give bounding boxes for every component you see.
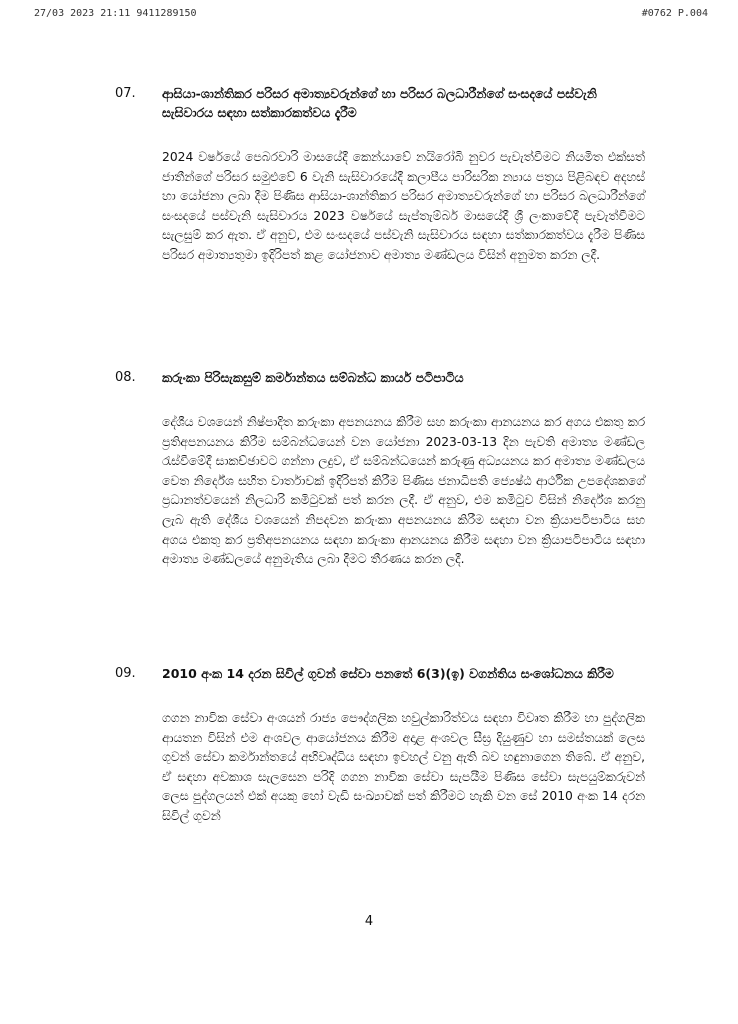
section-number: 08. xyxy=(115,370,136,385)
section-body: දේශීය වශයෙන් නිෂ්පාදිත කරුංකා අපනයනය කිරීම සහ කරුංකා ආනයනය කර අගය එකතු කර ප්‍රතිඅපනයනය කිරීම සම්බන්ධයෙන් වන යෝජනා 2023-03-13 දින පැවති අමාත්‍ය මණ්ඩල රැස්වීමේදී සාකච්ඡාවට ගන්නා ලදුව, ඒ සම්බන්ධයෙන් කරුණු අධ්‍යයනය කර අමාත්‍ය මණ්ඩලය වෙත නිර්දේශ සහිත වාර්තාවක් ඉදිරිපත් කිරීම පිණිස ජනාධිපති ජ්‍යෙෂ්ඨ ආර්ථික උපදේශකගේ ප්‍රධානත්වයෙන් නිලධාරි කමිටුවක් පත් කරන ලදී. ඒ අනුව, එම කමිටුව විසින් නිර්දේශ කරනු ලැබ ඇති දේශීය වශයෙන් නිපදවන කරුංකා අපනයනය කිරීම සඳහා වන ක්‍රියාපටිපාටිය සහ අගය එකතු කර ප්‍රතිඅපනයනය සඳහා කරුංකා ආනයනය කිරීම සඳහා වන ක්‍රියාපටිපාටිය සඳහා අමාත්‍ය මණ්ඩලයේ අනුමැතිය ලබා දීමට තීරණය කරන ලදී. xyxy=(162,415,645,567)
section-body: ගගන නාවික සේවා අංශයන් රාජ්‍ය පෞද්ගලික හවුල්කාරිත්වය සඳහා විවෘත කිරීම හා පුද්ගලික ආයතන විසින් එම අංශවල ආයෝජනය කිරීම අදාළ අංශවල සීඝ්‍ර දියුණුව හා සමස්තයක් ලෙස ගුවන් සේවා කර්මාන්තයේ අභිවෘද්ධිය සඳහා ඉවහල් වනු ඇති බව හඳුනාගෙන තිබේ. ඒ අනුව, ඒ සඳහා අවකාශ සැලසෙන පරිදි ගගන නාවික සේවා සැපයීම පිණිස සේවා සැපයුම්කරුවන් ලෙස පුද්ගලයන් එක් අයකු හෝ වැඩි සංඛ්‍යාවක් පත් කිරීමට හැකි වන සේ 2010 අංක 14 දරන සිවිල් ගුවන් xyxy=(162,711,645,823)
section-09 xyxy=(115,664,645,827)
section-08 xyxy=(115,368,645,570)
section-title: 2010 අංක 14 දරන සිවිල් ගුවන් සේවා පනතේ 6(3)(ඉ) වගන්තිය සංශෝධනය කිරීම xyxy=(162,666,614,681)
fax-header-right: #0762 P.004 xyxy=(641,8,708,19)
section-07 xyxy=(115,84,645,266)
page-number: 4 xyxy=(364,914,374,929)
section-title: කරුංකා පිරිසැකසුම් කර්මාන්තය සම්බන්ධ කාර්ය පටිපාටිය xyxy=(162,370,464,385)
section-number: 07. xyxy=(115,86,136,101)
section-number: 09. xyxy=(115,666,136,681)
section-body: 2024 වර්ෂයේ පෙබරවාරි මාසයේදී කෙන්යාවේ නයිරෝබි නුවර පැවැත්වීමට නියමිත එක්සත් ජාතීන්ගේ පරිසර සමුළුවේ 6 වැනි සැසිවාරයේදී කලාපීය පාරිසරික න්‍යාය පත්‍රය පිළිබඳව අදහස් හා යෝජනා ලබා දීම පිණිස ආසියා-ශාන්තිකර පරිසර අමාත්‍යවරුන්ගේ හා පරිසර බලධාරීන්ගේ සංසදයේ පස්වැනි සැසිවාරය 2023 වර්ෂයේ සැප්තැම්බර් මාසයේදී ශ්‍රී ලංකාවේදී පැවැත්වීමට සැලසුම් කර ඇත. ඒ අනුව, එම සංසදයේ පස්වැනි සැසිවාරය සඳහා සත්කාරකත්වය දැරීම පිණිස පරිසර අමාත්‍යතුමා ඉදිරිපත් කළ යෝජනාව අමාත්‍ය මණ්ඩලය විසින් අනුමත කරන ලදී. xyxy=(162,150,645,262)
section-title: ආසියා-ශාන්තිකර පරිසර අමාත්‍යවරුන්ගේ හා පරිසර බලධාරීන්ගේ සංසදයේ පස්වැනි සැසිවාරය සඳහා සත්කාරකත්වය දැරීම xyxy=(162,86,597,120)
fax-header-left: 27/03 2023 21:11 9411289150 xyxy=(34,8,197,19)
